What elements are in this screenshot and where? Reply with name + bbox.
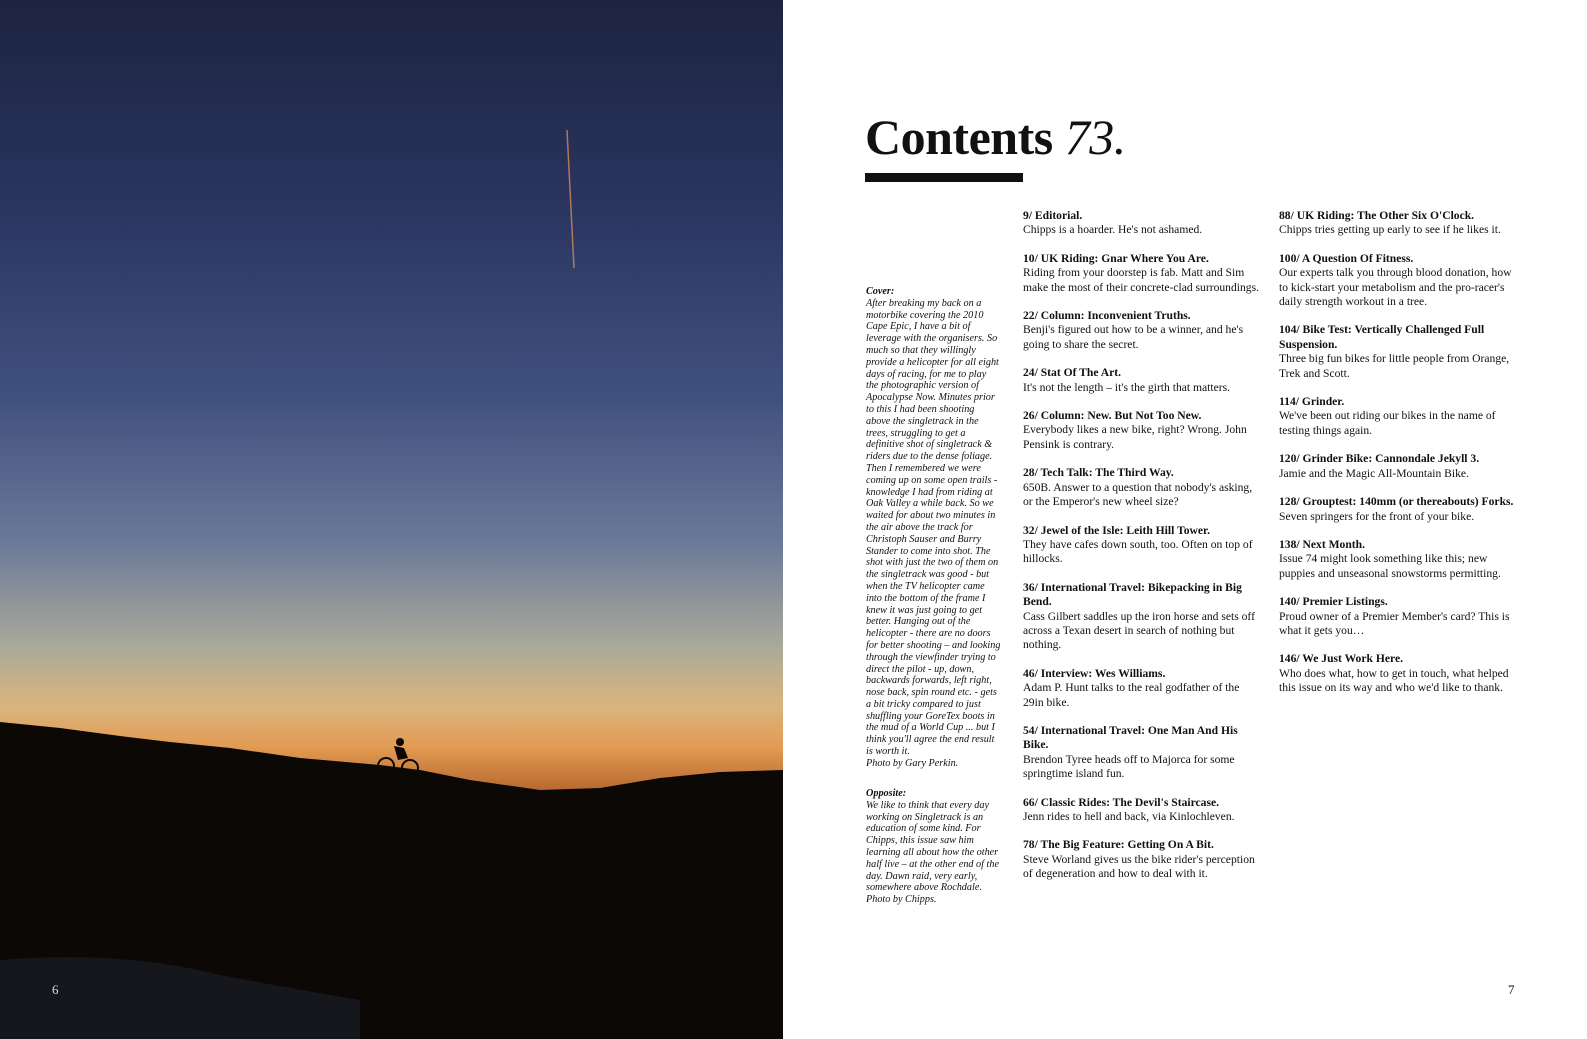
entry-text: Our experts talk you through blood donation, how to kick-start your metabolism and the pro-racer's daily strength workout in a tree.: [1279, 266, 1512, 309]
entry-heading: 28/ Tech Talk: The Third Way.: [1023, 466, 1174, 480]
entry-heading: 138/ Next Month.: [1279, 537, 1365, 551]
entry-heading: 32/ Jewel of the Isle: Leith Hill Tower.: [1023, 523, 1210, 537]
entry-heading: 36/ International Travel: Bikepacking in Big Bend.: [1023, 580, 1242, 609]
contents-entry: [1279, 495, 1517, 524]
contents-entry: [1279, 652, 1517, 695]
entry-text: Everybody likes a new bike, right? Wrong. John Pensink is contrary.: [1023, 423, 1247, 451]
entry-text: Chipps is a hoarder. He's not ashamed.: [1023, 223, 1203, 237]
entry-text: It's not the length – it's the girth that matters.: [1023, 380, 1231, 394]
contents-entry: [1023, 667, 1261, 710]
entry-text: We've been out riding our bikes in the name of testing things again.: [1279, 409, 1496, 437]
issue-number: 73.: [1064, 109, 1126, 165]
contents-entry: [1279, 323, 1517, 381]
opposite-caption: [866, 788, 1001, 906]
page-number-left: 6: [52, 982, 59, 997]
entry-heading: 54/ International Travel: One Man And His Bike.: [1023, 723, 1238, 752]
entry-text: Brendon Tyree heads off to Majorca for some springtime island fun.: [1023, 752, 1235, 781]
entry-heading: 120/ Grinder Bike: Cannondale Jekyll 3.: [1279, 452, 1480, 466]
entry-text: Steve Worland gives us the bike rider's perception of degeneration and how to deal with it.: [1023, 852, 1255, 881]
contents-entry: [1023, 581, 1261, 653]
contents-entry: [1279, 395, 1517, 438]
contents-entry: [1023, 724, 1261, 782]
entry-text: Benji's figured out how to be a winner, and he's going to share the secret.: [1023, 323, 1244, 351]
entry-text: Issue 74 might look something like this; new puppies and unseasonal snowstorms permitting.: [1279, 552, 1501, 580]
title-text: Contents: [865, 109, 1053, 165]
entry-text: Adam P. Hunt talks to the real godfather of the 29in bike.: [1023, 681, 1240, 709]
entry-heading: 88/ UK Riding: The Other Six O'Clock.: [1279, 209, 1475, 222]
entry-text: Who does what, how to get in touch, what helped this issue on its way and who we'd like to thank.: [1279, 666, 1509, 695]
entry-text: Jamie and the Magic All-Mountain Bike.: [1279, 466, 1469, 480]
entry-text: Three big fun bikes for little people from Orange, Trek and Scott.: [1279, 352, 1510, 380]
caption-credit: Photo by Chipps.: [866, 894, 937, 906]
contents-entry: [1023, 524, 1261, 567]
contents-entry: [1279, 595, 1517, 638]
entry-text: Proud owner of a Premier Member's card? This is what it gets you…: [1279, 609, 1510, 637]
caption-label: Cover:: [866, 286, 895, 297]
contents-entry: [1023, 252, 1261, 295]
contents-entry: [1023, 309, 1261, 352]
entry-heading: 9/ Editorial.: [1023, 209, 1083, 222]
contents-entry: [1279, 538, 1517, 581]
entry-heading: 114/ Grinder.: [1279, 395, 1345, 409]
entry-text: Cass Gilbert saddles up the iron horse and sets off across a Texan desert in search of nothing but nothing.: [1023, 609, 1255, 652]
entry-text: 650B. Answer to a question that nobody's asking, or the Emperor's new wheel size?: [1023, 480, 1253, 509]
entry-heading: 10/ UK Riding: Gnar Where You Are.: [1023, 251, 1209, 265]
entry-heading: 140/ Premier Listings.: [1279, 595, 1388, 609]
contents-entry: [1279, 209, 1517, 238]
entry-heading: 26/ Column: New. But Not Too New.: [1023, 409, 1202, 423]
contents-entry: [1023, 366, 1261, 395]
page-title: [865, 108, 1126, 166]
entry-heading: 104/ Bike Test: Vertically Challenged Full Suspension.: [1279, 323, 1485, 351]
contents-entry: [1279, 452, 1517, 481]
caption-label: Opposite:: [866, 788, 907, 799]
entry-heading: 22/ Column: Inconvenient Truths.: [1023, 309, 1191, 323]
contents-entry: [1023, 796, 1261, 825]
contents-entry: [1023, 209, 1261, 238]
caption-credit: Photo by Gary Perkin.: [866, 757, 959, 769]
entry-text: Chipps tries getting up early to see if he likes it.: [1279, 223, 1501, 237]
entry-heading: 146/ We Just Work Here.: [1279, 652, 1403, 666]
contents-column-1: [1023, 209, 1261, 896]
entry-text: They have cafes down south, too. Often on top of hillocks.: [1023, 537, 1253, 566]
caption-text: After breaking my back on a motorbike covering the 2010 Cape Epic, I have a bit of leverage with the organisers. So much so that they willingly provide a helicopter for all eight days of racing, for me to play the photographic version of Apocalypse Now. Minutes prior to this I had been shooting above the singletrack in the trees, struggling to get a definitive shot of singletrack & riders due to the dense foliage. Then I remembered we were coming up on some open trails - knowledge I had from riding at Oak Valley a while back. So we waited for about two minutes in the air above the track for Christoph Sauser and Burry Stander to come into shot. The shot with just the two of them on the singletrack was good - but when the TV helicopter came into the bottom of the frame I knew it was just going to get better. Hanging out of the helicopter - there are no doors for better shooting – and looking through the viewfinder trying to direct the pilot - up, down, backwards forwards, left right, nose back, spin round etc. - gets a bit tricky compared to just shuffling your GoreTex boots in the mud of a World Cup ... but I think you'll agree the end result is worth it.: [866, 297, 1001, 758]
contents-entry: [1279, 252, 1517, 310]
entry-heading: 128/ Grouptest: 140mm (or thereabouts) Forks.: [1279, 495, 1514, 509]
page-number-right: 7: [1508, 982, 1515, 997]
entry-text: Riding from your doorstep is fab. Matt and Sim make the most of their concrete-clad surroundings.: [1023, 266, 1259, 294]
contents-entry: [1023, 838, 1261, 881]
caption-text: We like to think that every day working on Singletrack is an education of some kind. For Chipps, this issue saw him learning all about how the other half live – at the other end of the day. Dawn raid, very early, somewhere above Rochdale.: [866, 799, 999, 894]
entry-text: Seven springers for the front of your bike.: [1279, 509, 1475, 523]
entry-heading: 24/ Stat Of The Art.: [1023, 366, 1122, 380]
contents-entry: [1023, 466, 1261, 509]
entry-heading: 46/ Interview: Wes Williams.: [1023, 666, 1166, 680]
contents-column-2: [1279, 209, 1517, 710]
title-underline-bar: [865, 173, 1023, 182]
cover-caption: [866, 286, 1001, 770]
entry-heading: 78/ The Big Feature: Getting On A Bit.: [1023, 838, 1214, 852]
entry-text: Jenn rides to hell and back, via Kinlochleven.: [1023, 810, 1235, 823]
entry-heading: 66/ Classic Rides: The Devil's Staircase.: [1023, 795, 1220, 809]
cover-photo-sunset-rider: [0, 0, 783, 1039]
entry-heading: 100/ A Question Of Fitness.: [1279, 251, 1414, 265]
contents-entry: [1023, 409, 1261, 452]
